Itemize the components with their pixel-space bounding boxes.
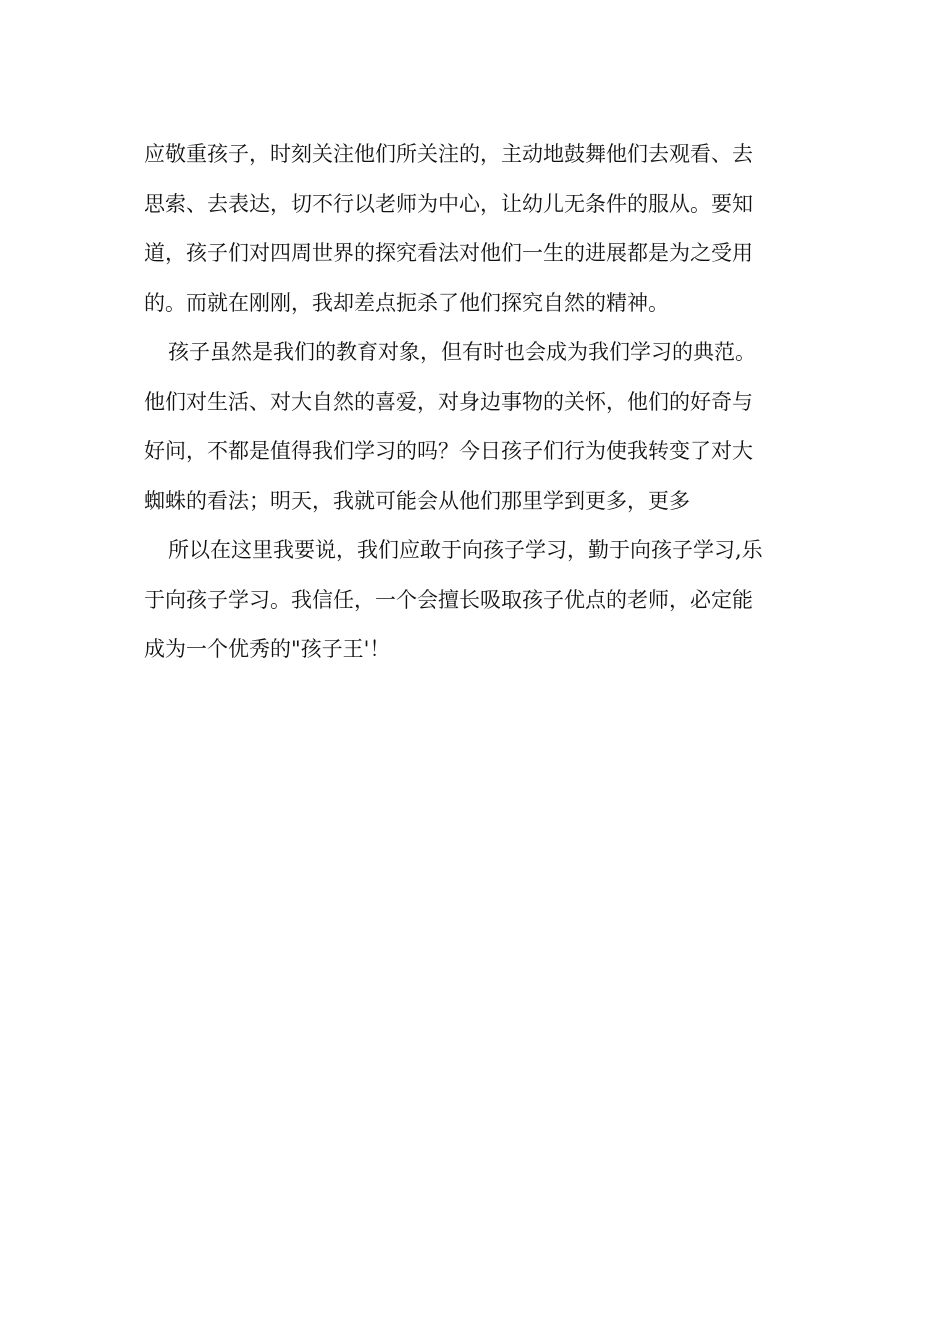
text-line: 好问，不都是值得我们学习的吗？今日孩子们行为使我转变了对大	[144, 439, 753, 463]
body-text	[144, 130, 810, 675]
text-line: 道，孩子们对四周世界的探究看法对他们一生的进展都是为之受用	[144, 241, 753, 265]
text-line: 的。而就在刚刚，我却差点扼杀了他们探究自然的精神。	[144, 290, 669, 315]
text-line: 他们对生活、对大自然的喜爱，对身边事物的关怀，他们的好奇与	[144, 389, 753, 414]
text-line: 应敬重孩子，时刻关注他们所关注的，主动地鼓舞他们去观看、去	[144, 142, 753, 166]
text-line: 思索、去表达，切不行以老师为中心，让幼儿无条件的服从。要知	[144, 191, 753, 216]
text-line: 于向孩子学习。我信任，一个会擅长吸取孩子优点的老师，必定能	[144, 587, 753, 612]
text-line: 成为一个优秀的"孩子王'！	[144, 637, 391, 661]
text-line: 蜘蛛的看法；明天，我就可能会从他们那里学到更多，更多	[144, 488, 690, 513]
paragraph-start-line: 所以在这里我要说，我们应敢于向孩子学习，勤于向孩子学习,乐	[168, 538, 763, 562]
paragraph-start-line: 孩子虽然是我们的教育对象，但有时也会成为我们学习的典范。	[168, 340, 756, 364]
